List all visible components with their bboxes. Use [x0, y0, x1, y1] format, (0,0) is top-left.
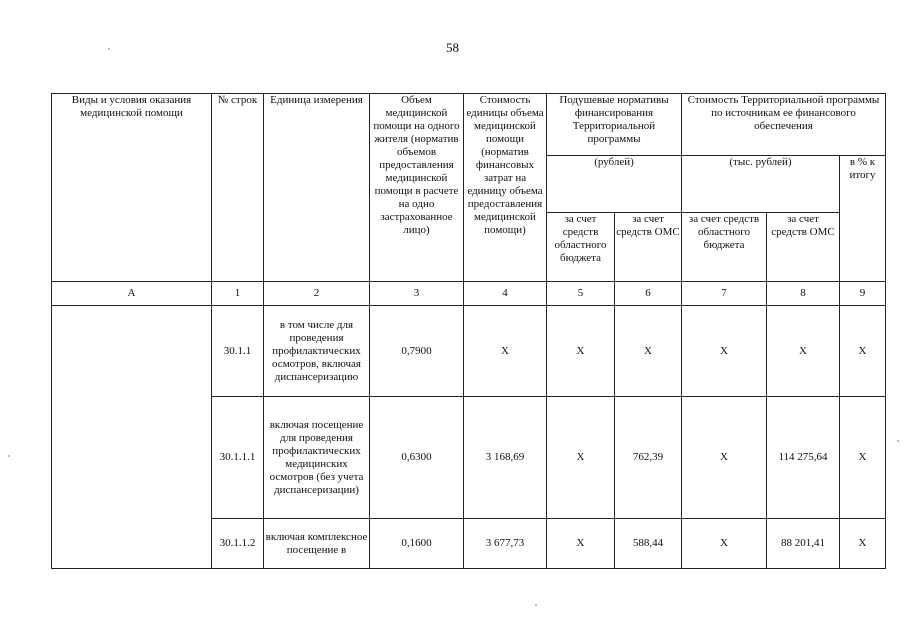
percent-cell: Х [840, 519, 886, 569]
unit-cell: включая комплексное посещение в [264, 519, 370, 569]
cost-oms-cell: Х [767, 306, 840, 397]
cost-oms-cell: 114 275,64 [767, 397, 840, 519]
header-cost-unit: (тыс. рублей) [682, 156, 840, 213]
unit-cost-cell: 3 677,73 [464, 519, 547, 569]
index-cell: А [52, 282, 212, 306]
header-unit: Единица измерения [264, 94, 370, 282]
scan-speck [535, 604, 537, 606]
unit-cell: включая посещение для проведения профилактических медицинских осмотров (без учета диспансеризации) [264, 397, 370, 519]
column-index-row [52, 282, 886, 306]
cost-regional-cell: Х [682, 519, 767, 569]
header-per-capita: Подушевые нормативы финансирования Территориальной программы [547, 94, 682, 156]
header-program-cost: Стоимость Территориальной программы по источникам ее финансового обеспечения [682, 94, 886, 156]
index-cell: 5 [547, 282, 615, 306]
pc-oms-cell: Х [615, 306, 682, 397]
scan-speck [897, 440, 899, 442]
header-volume: Объем медицинской помощи на одного жителя (норматив объемов предоставления медицинской помощи в расчете на одно застрахованное лицо) [370, 94, 464, 282]
header-pc-regional: за счет средств областного бюджета [547, 213, 615, 282]
percent-cell: Х [840, 397, 886, 519]
scan-speck [8, 455, 10, 457]
page-number: 58 [446, 40, 459, 55]
table-row [52, 306, 886, 397]
header-unit-cost: Стоимость единицы объема медицинской помощи (норматив финансовых затрат на единицу объема предоставления медицинской помощи) [464, 94, 547, 282]
scan-speck [108, 48, 110, 50]
index-cell: 7 [682, 282, 767, 306]
cost-regional-cell: Х [682, 306, 767, 397]
index-cell: 8 [767, 282, 840, 306]
index-cell: 1 [212, 282, 264, 306]
header-per-capita-unit: (рублей) [547, 156, 682, 213]
header-care-types: Виды и условия оказания медицинской помощи [52, 94, 212, 282]
index-cell: 4 [464, 282, 547, 306]
row-number: 30.1.1 [212, 306, 264, 397]
volume-cell: 0,1600 [370, 519, 464, 569]
row-number: 30.1.1.1 [212, 397, 264, 519]
cost-regional-cell: Х [682, 397, 767, 519]
header-pc-oms: за счет средств ОМС [615, 213, 682, 282]
header-percent: в % к итогу [840, 156, 886, 282]
cost-oms-cell: 88 201,41 [767, 519, 840, 569]
header-cost-regional: за счет средств областного бюджета [682, 213, 767, 282]
pc-oms-cell: 762,39 [615, 397, 682, 519]
index-cell: 3 [370, 282, 464, 306]
unit-cost-cell: 3 168,69 [464, 397, 547, 519]
pc-regional-cell: Х [547, 397, 615, 519]
volume-cell: 0,6300 [370, 397, 464, 519]
header-cost-oms: за счет средств ОМС [767, 213, 840, 282]
index-cell: 2 [264, 282, 370, 306]
pc-regional-cell: Х [547, 306, 615, 397]
index-cell: 6 [615, 282, 682, 306]
volume-cell: 0,7900 [370, 306, 464, 397]
pc-regional-cell: Х [547, 519, 615, 569]
header-row-number: № строк [212, 94, 264, 282]
row-number: 30.1.1.2 [212, 519, 264, 569]
percent-cell: Х [840, 306, 886, 397]
unit-cell: в том числе для проведения профилактических осмотров, включая диспансеризацию [264, 306, 370, 397]
financing-table [51, 93, 886, 569]
care-type-cell [52, 306, 212, 569]
index-cell: 9 [840, 282, 886, 306]
pc-oms-cell: 588,44 [615, 519, 682, 569]
unit-cost-cell: Х [464, 306, 547, 397]
